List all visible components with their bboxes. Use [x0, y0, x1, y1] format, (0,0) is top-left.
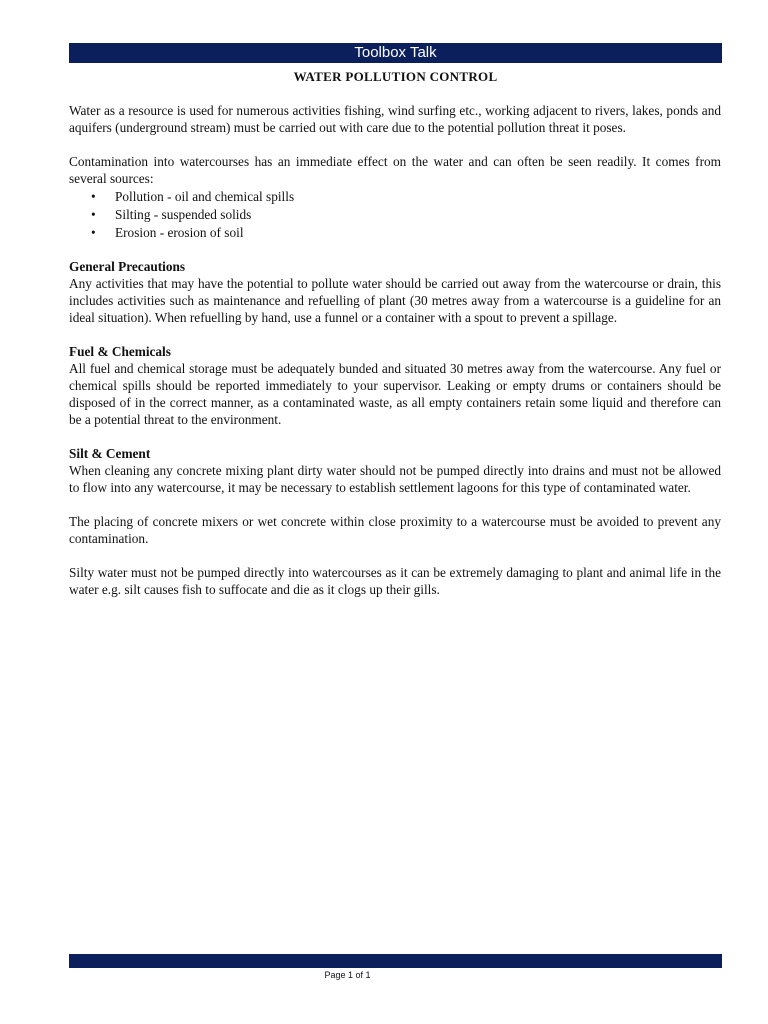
contamination-sources-list: [69, 188, 721, 242]
page-number: Page 1 of 1: [324, 970, 371, 980]
list-item-text: Pollution - oil and chemical spills: [115, 189, 295, 204]
list-item: [69, 206, 721, 224]
concrete-mixers-paragraph: The placing of concrete mixers or wet concrete within close proximity to a watercourse must be avoided to prevent any contamination.: [69, 514, 721, 546]
fuel-chemicals-heading: Fuel & Chemicals: [69, 344, 171, 359]
silty-water-paragraph: Silty water must not be pumped directly into watercourses as it can be extremely damaging to plant and animal life in the water e.g. silt causes fish to suffocate and die as it clogs up their gills.: [69, 565, 721, 597]
general-precautions-paragraph: Any activities that may have the potential to pollute water should be carried out away from the watercourse or drain, this includes activities such as maintenance and refuelling of plant (30 metres away from a watercourse is a guideline for an ideal situation). When refuelling by hand, use a funnel or a container with a spout to prevent a spillage.: [69, 276, 721, 325]
contamination-paragraph: Contamination into watercourses has an immediate effect on the water and can often be seen readily. It comes from several sources:: [69, 154, 721, 186]
footer-bar: [69, 954, 722, 968]
document-body: [69, 102, 721, 615]
toolbox-talk-banner: Toolbox Talk: [69, 43, 722, 63]
list-item-text: Silting - suspended solids: [115, 207, 252, 222]
fuel-chemicals-paragraph: All fuel and chemical storage must be adequately bunded and situated 30 metres away from the watercourse. Any fuel or chemical spills should be reported immediately to your supervisor. Leaking or empty drums or containers should be disposed of in the correct manner, as a contaminated waste, as all empty containers retain some liquid and therefore can be a potential threat to the environment.: [69, 361, 721, 427]
list-item: [69, 224, 721, 242]
intro-paragraph: Water as a resource is used for numerous activities fishing, wind surfing etc., working adjacent to rivers, lakes, ponds and aquifers (underground stream) must be carried out with care due to the potential pollution threat it poses.: [69, 103, 721, 135]
list-item-text: Erosion - erosion of soil: [115, 225, 244, 240]
list-item: [69, 188, 721, 206]
silt-cement-heading: Silt & Cement: [69, 446, 151, 461]
bullet-icon: •: [91, 225, 96, 240]
document-title: WATER POLLUTION CONTROL: [293, 69, 498, 84]
bullet-icon: •: [91, 207, 96, 222]
silt-cement-paragraph: When cleaning any concrete mixing plant dirty water should not be pumped directly into drains and must not be allowed to flow into any watercourse, it may be necessary to establish settlement lagoons for this type of contaminated water.: [69, 463, 721, 495]
general-precautions-heading: General Precautions: [69, 259, 186, 274]
bullet-icon: •: [91, 189, 96, 204]
